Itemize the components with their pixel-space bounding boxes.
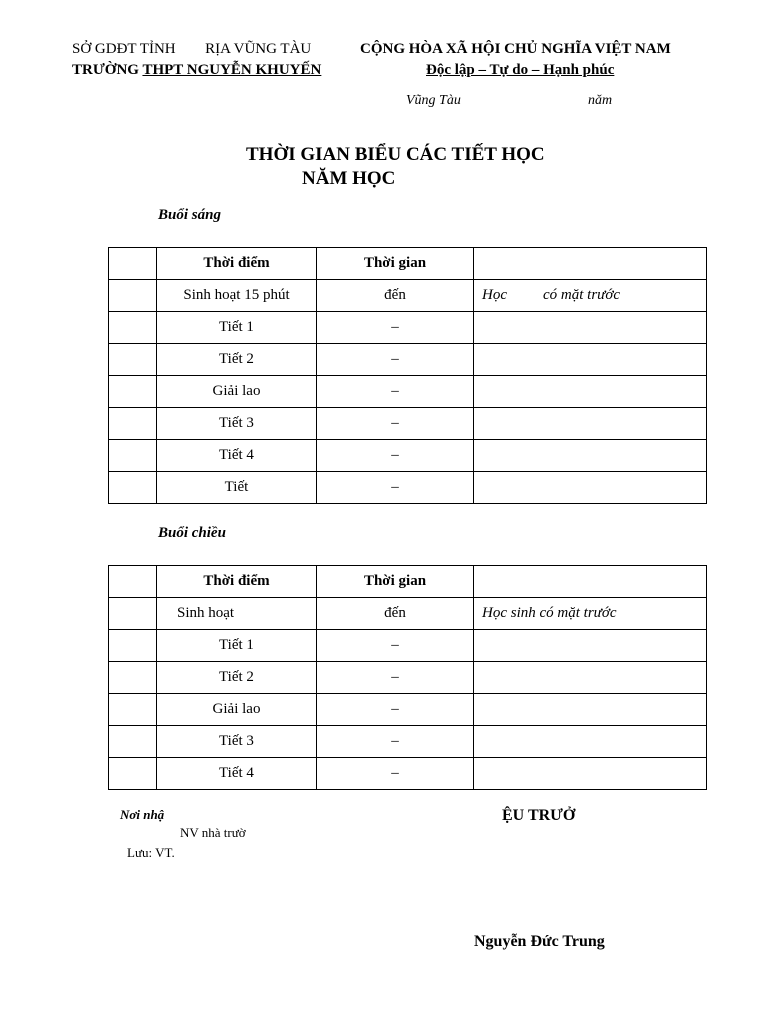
table-cell [109,598,157,630]
table-cell [109,344,157,376]
column-header-time: Thời gian [317,248,474,280]
signer-name: Nguyễn Đức Trung [474,933,605,950]
nation-title: CỘNG HÒA XÃ HỘI CHỦ NGHĨA VIỆT NAM [360,41,671,57]
afternoon-heading: Buổi chiều [158,525,226,541]
table-cell [109,248,157,280]
table-row [109,376,707,408]
table-cell [474,758,707,790]
table-cell [109,726,157,758]
table-row [109,662,707,694]
table-cell [474,312,707,344]
morning-schedule-table [108,247,707,504]
table-row [109,312,707,344]
table-header-row [109,566,707,598]
row-label: Giải lao [157,694,317,726]
row-label: Sinh hoạt 15 phút [157,280,317,312]
table-row [109,280,707,312]
school-name: THPT NGUYỄN KHUYẾN [142,62,322,78]
table-row [109,630,707,662]
row-label: Tiết 3 [157,408,317,440]
row-note [474,280,707,312]
row-time: – [317,758,474,790]
table-cell [474,566,707,598]
row-time: đến [317,280,474,312]
row-label: Tiết 3 [157,726,317,758]
morning-heading: Buổi sáng [158,207,221,223]
afternoon-schedule-table [108,565,707,790]
archive-note: Lưu: VT. [127,845,175,860]
motto-text: Độc lập – Tự do – Hạnh phúc [426,62,615,78]
table-cell [109,280,157,312]
table-cell [109,472,157,504]
row-time: – [317,312,474,344]
place-label: Vũng Tàu [406,93,461,108]
row-note-part: có mặt trước [543,287,621,303]
signer-title: ỆU TRƯỞ [502,807,576,824]
table-cell [474,248,707,280]
column-header-time: Thời gian [317,566,474,598]
table-cell [109,662,157,694]
page-title: THỜI GIAN BIỂU CÁC TIẾT HỌC [246,144,545,165]
school-line [72,62,321,79]
table-row [109,472,707,504]
row-time: – [317,344,474,376]
recipient-item: NV nhà trườ [180,825,246,840]
table-cell [109,566,157,598]
row-time: – [317,630,474,662]
table-cell [109,758,157,790]
row-time: – [317,472,474,504]
table-row [109,598,707,630]
column-header-time-point: Thời điểm [157,566,317,598]
row-time: – [317,694,474,726]
table-row [109,758,707,790]
row-time: – [317,440,474,472]
row-time: – [317,662,474,694]
table-cell [474,630,707,662]
table-row [109,726,707,758]
row-label: Tiết 2 [157,662,317,694]
motto [426,62,614,79]
row-label: Tiết 1 [157,312,317,344]
table-cell [474,662,707,694]
table-cell [109,312,157,344]
school-year-title: NĂM HỌC [302,168,396,189]
table-cell [109,376,157,408]
table-cell [109,694,157,726]
table-cell [109,408,157,440]
department-line [72,41,311,58]
row-label: Tiết 2 [157,344,317,376]
table-row [109,408,707,440]
row-label: Tiết 1 [157,630,317,662]
row-note: Học sinh có mặt trước [474,598,707,630]
row-time: đến [317,598,474,630]
row-label: Tiết 4 [157,758,317,790]
table-cell [474,694,707,726]
table-row [109,440,707,472]
table-cell [474,472,707,504]
row-label: Giải lao [157,376,317,408]
year-label: năm [588,93,613,108]
table-cell [474,408,707,440]
department-label: SỞ GDĐT TỈNH [72,41,176,57]
row-label: Tiết [157,472,317,504]
table-header-row [109,248,707,280]
table-cell [474,726,707,758]
table-cell [474,376,707,408]
table-row [109,694,707,726]
row-label: Tiết 4 [157,440,317,472]
table-cell [109,440,157,472]
school-prefix: TRƯỜNG [72,62,139,78]
row-note-part: Học [482,287,507,303]
table-cell [474,440,707,472]
row-time: – [317,376,474,408]
table-cell [109,630,157,662]
table-row [109,344,707,376]
table-cell [474,344,707,376]
recipients-label: Nơi nhậ [120,807,165,822]
column-header-time-point: Thời điểm [157,248,317,280]
province-label: RỊA VŨNG TÀU [205,41,312,57]
row-label: Sinh hoạt [157,598,317,630]
row-time: – [317,726,474,758]
row-time: – [317,408,474,440]
